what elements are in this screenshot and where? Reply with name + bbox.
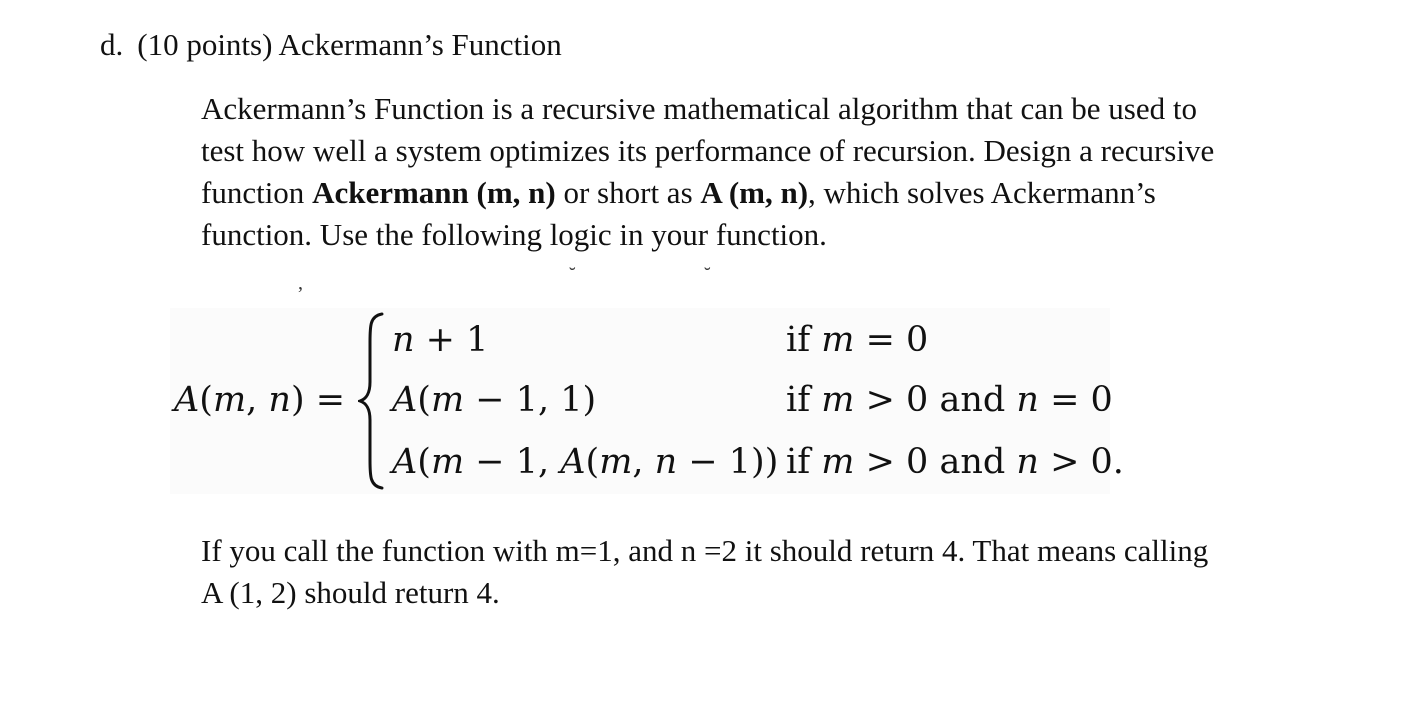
- intro-paragraph: [201, 88, 1311, 256]
- question-title: (10 points) Ackermann’s Function: [137, 27, 562, 62]
- left-brace-icon: [358, 312, 386, 490]
- intro-text: or short as: [555, 175, 701, 210]
- formula-lhs: A(m, n) =: [174, 380, 346, 420]
- case-2-expression: A(m − 1, 1): [392, 380, 597, 420]
- function-name-short: A (m, n): [700, 175, 809, 210]
- intro-text: , which solves Ackermann’s: [808, 175, 1156, 210]
- example-line: A (1, 2) should return 4.: [201, 575, 500, 610]
- case-3-expression: A(m − 1, A(m, n − 1)): [392, 442, 779, 482]
- example-line: If you call the function with m=1, and n =2 it should return 4. That means calling: [201, 533, 1209, 568]
- question-label: d.: [100, 27, 124, 62]
- scan-speck: ,: [298, 272, 303, 294]
- intro-text: function: [201, 175, 313, 210]
- intro-line: test how well a system optimizes its performance of recursion. Design a recursive: [201, 133, 1215, 168]
- case-1-expression: n + 1: [392, 320, 489, 360]
- intro-line: [201, 172, 1311, 214]
- ackermann-formula: [170, 308, 1124, 494]
- case-1-condition: if m = 0: [786, 320, 929, 360]
- case-3-condition: if m > 0 and n > 0.: [786, 442, 1124, 482]
- scan-speck: ˘: [704, 264, 711, 286]
- function-name-full: Ackermann (m, n): [312, 175, 556, 210]
- question-heading: [100, 22, 562, 68]
- intro-line: Ackermann’s Function is a recursive mathematical algorithm that can be used to: [201, 91, 1197, 126]
- case-2-condition: if m > 0 and n = 0: [786, 380, 1113, 420]
- intro-line: function. Use the following logic in your function.: [201, 217, 827, 252]
- example-paragraph: [201, 530, 1311, 614]
- scan-speck: ˘: [569, 264, 576, 286]
